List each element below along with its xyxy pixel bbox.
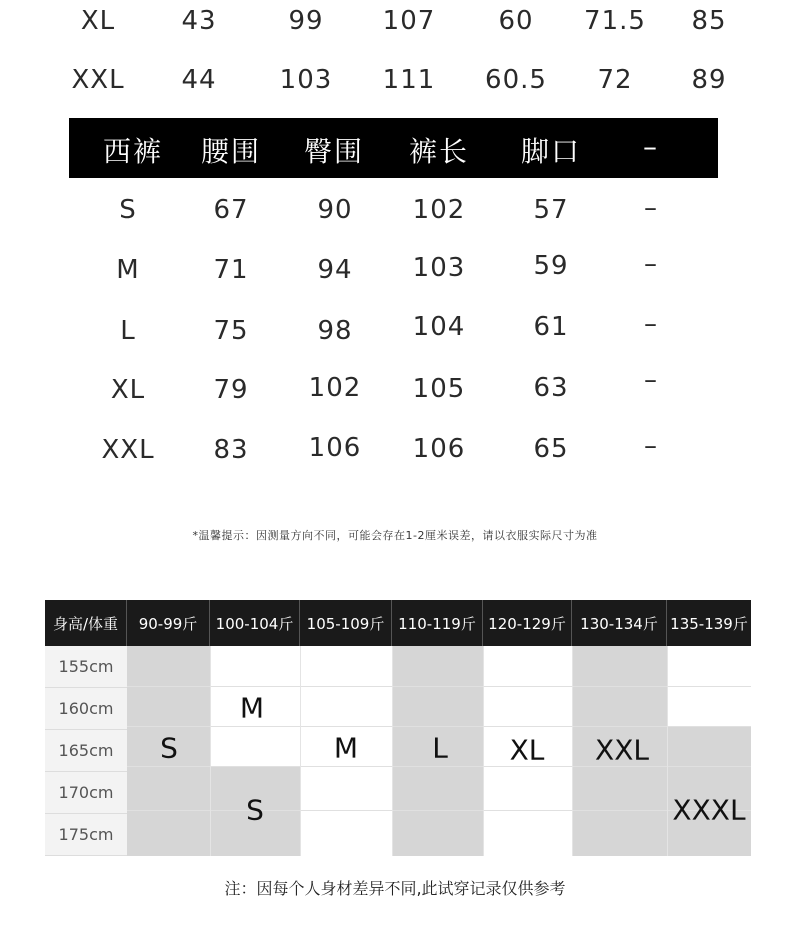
pants-cell: 104	[412, 312, 466, 342]
top-size-xxl: XXL	[71, 65, 125, 95]
size-col7: XXXL	[672, 793, 746, 827]
top-cell: 60	[498, 6, 534, 36]
pants-size: M	[116, 255, 140, 285]
grid-header-weight: 105-109斤	[300, 600, 392, 646]
band-col7	[667, 726, 751, 856]
measurement-note: *温馨提示：因测量方向不同，可能会存在1-2厘米误差，请以衣服实际尺寸为准	[192, 529, 598, 542]
grid-header-weight: 130-134斤	[572, 600, 667, 646]
height-label-175: 175cm	[45, 814, 127, 856]
pants-cell: 57	[533, 195, 569, 225]
top-cell: 43	[181, 6, 217, 36]
size-col1: S	[160, 731, 178, 765]
pants-size: XXL	[101, 435, 155, 465]
pants-cell: 90	[317, 195, 353, 225]
grid-line	[667, 646, 668, 856]
top-cell: 72	[597, 65, 633, 95]
grid-header-weight: 100-104斤	[210, 600, 300, 646]
size-col2-upper: M	[239, 691, 265, 725]
grid-line	[127, 686, 751, 687]
pants-cell: 75	[213, 316, 249, 346]
grid-line	[300, 646, 301, 856]
pants-size: S	[119, 195, 137, 225]
pants-cell: 79	[213, 375, 249, 405]
pants-cell: 71	[213, 255, 249, 285]
height-label-160: 160cm	[45, 688, 127, 730]
grid-header-weight: 120-129斤	[483, 600, 572, 646]
size-col4: L	[432, 731, 448, 765]
header-cell-waist: 腰围	[200, 135, 262, 168]
grid-header-weight: 135-139斤	[667, 600, 751, 646]
pants-cell: 102	[412, 195, 466, 225]
height-label-165: 165cm	[45, 730, 127, 772]
pants-cell: 65	[533, 434, 569, 464]
top-cell: 85	[691, 6, 727, 36]
grid-line	[127, 726, 751, 727]
header-cell-hip: 臀围	[303, 135, 365, 168]
grid-line	[572, 646, 573, 856]
pants-cell: 102	[308, 373, 362, 403]
fit-grid	[45, 600, 751, 856]
height-label-170: 170cm	[45, 772, 127, 814]
pants-cell: –	[644, 431, 658, 461]
pants-cell: –	[644, 193, 658, 223]
top-cell: 44	[181, 65, 217, 95]
top-cell: 71.5	[584, 6, 646, 36]
grid-line	[210, 646, 211, 856]
pants-cell: 67	[213, 195, 249, 225]
grid-line	[127, 810, 751, 811]
header-cell-hem: 脚口	[520, 135, 582, 168]
pants-cell: 105	[412, 374, 466, 404]
grid-line	[483, 646, 484, 856]
grid-line	[127, 766, 751, 767]
grid-header-corner: 身高/体重	[45, 600, 127, 646]
pants-cell: –	[644, 309, 658, 339]
top-size-xl: XL	[80, 6, 116, 36]
pants-cell: 83	[213, 435, 249, 465]
top-cell: 111	[382, 65, 436, 95]
pants-cell: 106	[308, 433, 362, 463]
fit-footnote: 注：因每个人身材差异不同,此试穿记录仅供参考	[224, 879, 566, 898]
top-cell: 89	[691, 65, 727, 95]
top-cell: 107	[382, 6, 436, 36]
pants-cell: –	[644, 249, 658, 279]
pants-cell: 103	[412, 253, 466, 283]
header-cell-dash: –	[643, 130, 659, 163]
top-cell: 60.5	[485, 65, 547, 95]
size-col3: M	[333, 731, 359, 765]
size-col2-lower: S	[246, 793, 264, 827]
pants-cell: 106	[412, 434, 466, 464]
size-col5: XL	[509, 733, 545, 767]
grid-header-weight: 110-119斤	[392, 600, 483, 646]
pants-cell: 59	[533, 251, 569, 281]
pants-cell: 98	[317, 316, 353, 346]
grid-header-weight: 90-99斤	[127, 600, 210, 646]
pants-size: XL	[110, 375, 146, 405]
height-label-155: 155cm	[45, 646, 127, 688]
header-cell-pants: 西裤	[102, 135, 164, 168]
grid-line	[392, 646, 393, 856]
top-cell: 103	[279, 65, 333, 95]
pants-size: L	[120, 316, 136, 346]
size-col6: XXL	[595, 733, 649, 767]
pants-table-header	[69, 118, 718, 178]
pants-cell: 63	[533, 373, 569, 403]
pants-cell: –	[644, 365, 658, 395]
top-cell: 99	[288, 6, 324, 36]
pants-cell: 61	[533, 312, 569, 342]
header-cell-length: 裤长	[408, 135, 470, 168]
pants-cell: 94	[317, 255, 353, 285]
